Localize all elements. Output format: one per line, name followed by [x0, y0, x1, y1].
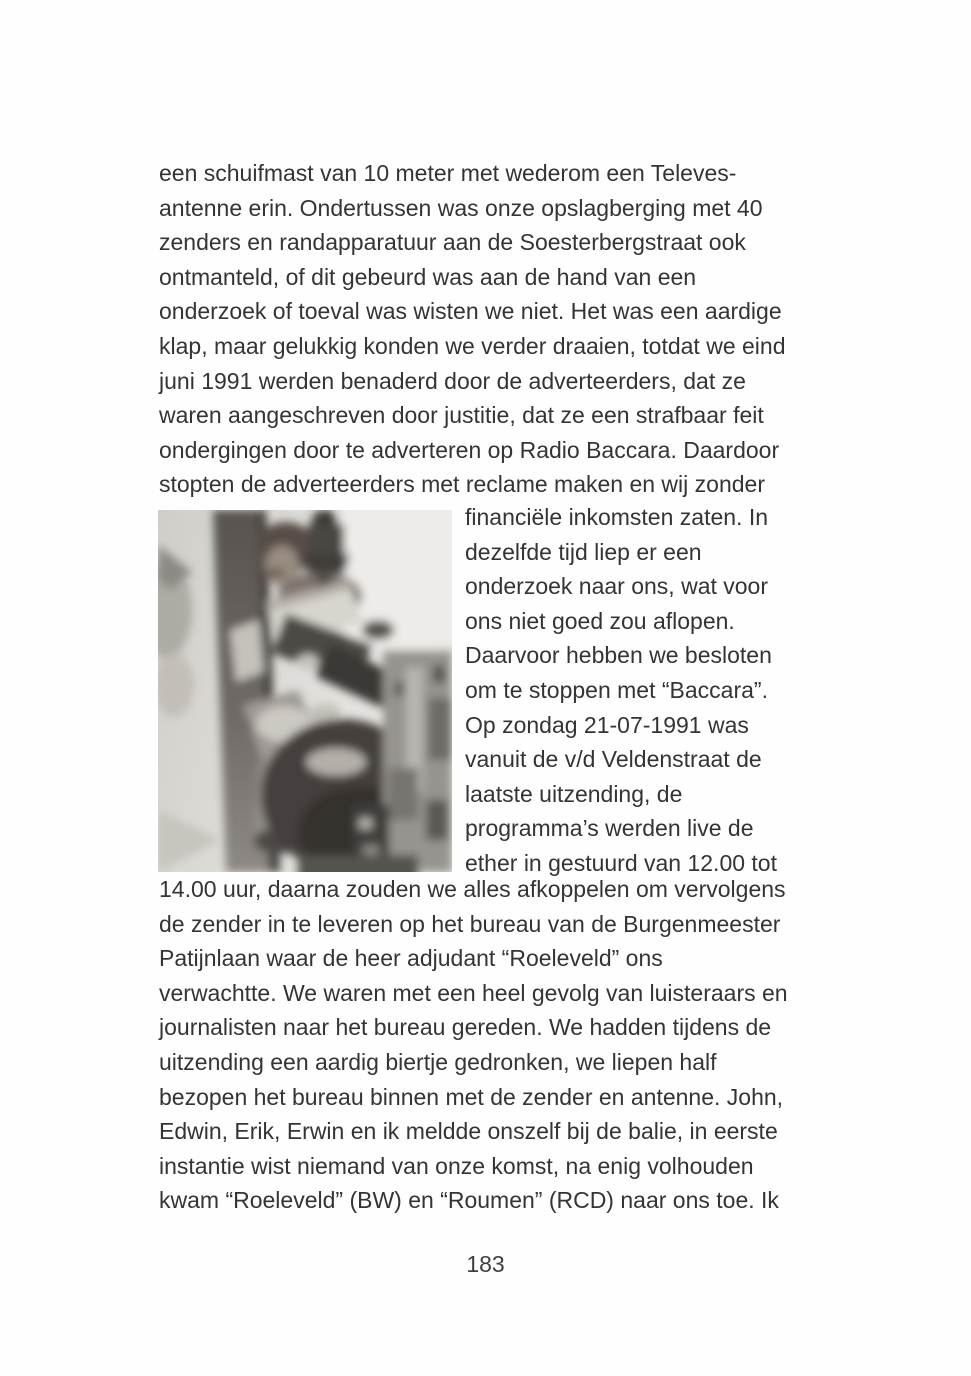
- text-line: een schuifmast van 10 meter met wederom een Televes-: [159, 160, 737, 186]
- text-line: journalisten naar het bureau gereden. We hadden tijdens de: [159, 1014, 772, 1041]
- paragraph-bottom: [159, 872, 859, 1218]
- text-line: ontmanteld, of dit gebeurd was aan de hand van een: [159, 263, 697, 290]
- text-line: instantie wist niemand van onze komst, na enig volhouden: [159, 1152, 754, 1179]
- text-line: financiële inkomsten zaten. In: [465, 504, 769, 530]
- text-line: kwam “Roeleveld” (BW) en “Roumen” (RCD) naar ons toe. Ik: [159, 1187, 779, 1214]
- text-line: dezelfde tijd liep er een: [465, 538, 702, 565]
- text-line: waren aangeschreven door justitie, dat ze een strafbaar feit: [159, 402, 764, 429]
- text-line: ondergingen door te adverteren op Radio Baccara. Daardoor: [159, 436, 780, 463]
- text-line: onderzoek naar ons, wat voor: [465, 573, 769, 600]
- paragraph-beside-photo: [465, 500, 865, 881]
- text-line: antenne erin. Ondertussen was onze opslagberging met 40: [159, 194, 763, 221]
- text-line: 14.00 uur, daarna zouden we alles afkoppelen om vervolgens: [159, 876, 786, 902]
- text-line: zenders en randapparatuur aan de Soesterbergstraat ook: [159, 229, 746, 256]
- text-line: juni 1991 werden benaderd door de adverteerders, dat ze: [159, 367, 746, 394]
- text-line: om te stoppen met “Baccara”.: [465, 676, 768, 703]
- text-line: programma’s werden live de: [465, 815, 754, 842]
- text-line: Op zondag 21-07-1991 was: [465, 711, 749, 738]
- text-line: ons niet goed zou aflopen.: [465, 607, 735, 634]
- text-line: Edwin, Erik, Erwin en ik meldde onszelf bij de balie, in eerste: [159, 1118, 778, 1145]
- text-line: ether in gestuurd van 12.00 tot: [465, 849, 777, 876]
- paragraph-top: [159, 156, 859, 502]
- text-line: Patijnlaan waar de heer adjudant “Roeleveld” ons: [159, 945, 663, 972]
- text-line: klap, maar gelukkig konden we verder draaien, totdat we eind: [159, 332, 786, 359]
- text-line: laatste uitzending, de: [465, 780, 683, 807]
- mast-climbing-photo-art: [158, 510, 452, 872]
- text-line: stopten de adverteerders met reclame maken en wij zonder: [159, 471, 765, 498]
- text-line: uitzending een aardig biertje gedronken, we liepen half: [159, 1048, 717, 1075]
- text-line: de zender in te leveren op het bureau van de Burgenmeester: [159, 910, 781, 937]
- text-line: verwachtte. We waren met een heel gevolg van luisteraars en: [159, 979, 788, 1006]
- page-number: 183: [466, 1251, 505, 1277]
- mast-climbing-photo: [158, 510, 452, 872]
- text-line: bezopen het bureau binnen met de zender en antenne. John,: [159, 1083, 784, 1110]
- text-line: vanuit de v/d Veldenstraat de: [465, 746, 762, 773]
- text-line: Daarvoor hebben we besloten: [465, 642, 772, 669]
- text-line: onderzoek of toeval was wisten we niet. Het was een aardige: [159, 298, 782, 325]
